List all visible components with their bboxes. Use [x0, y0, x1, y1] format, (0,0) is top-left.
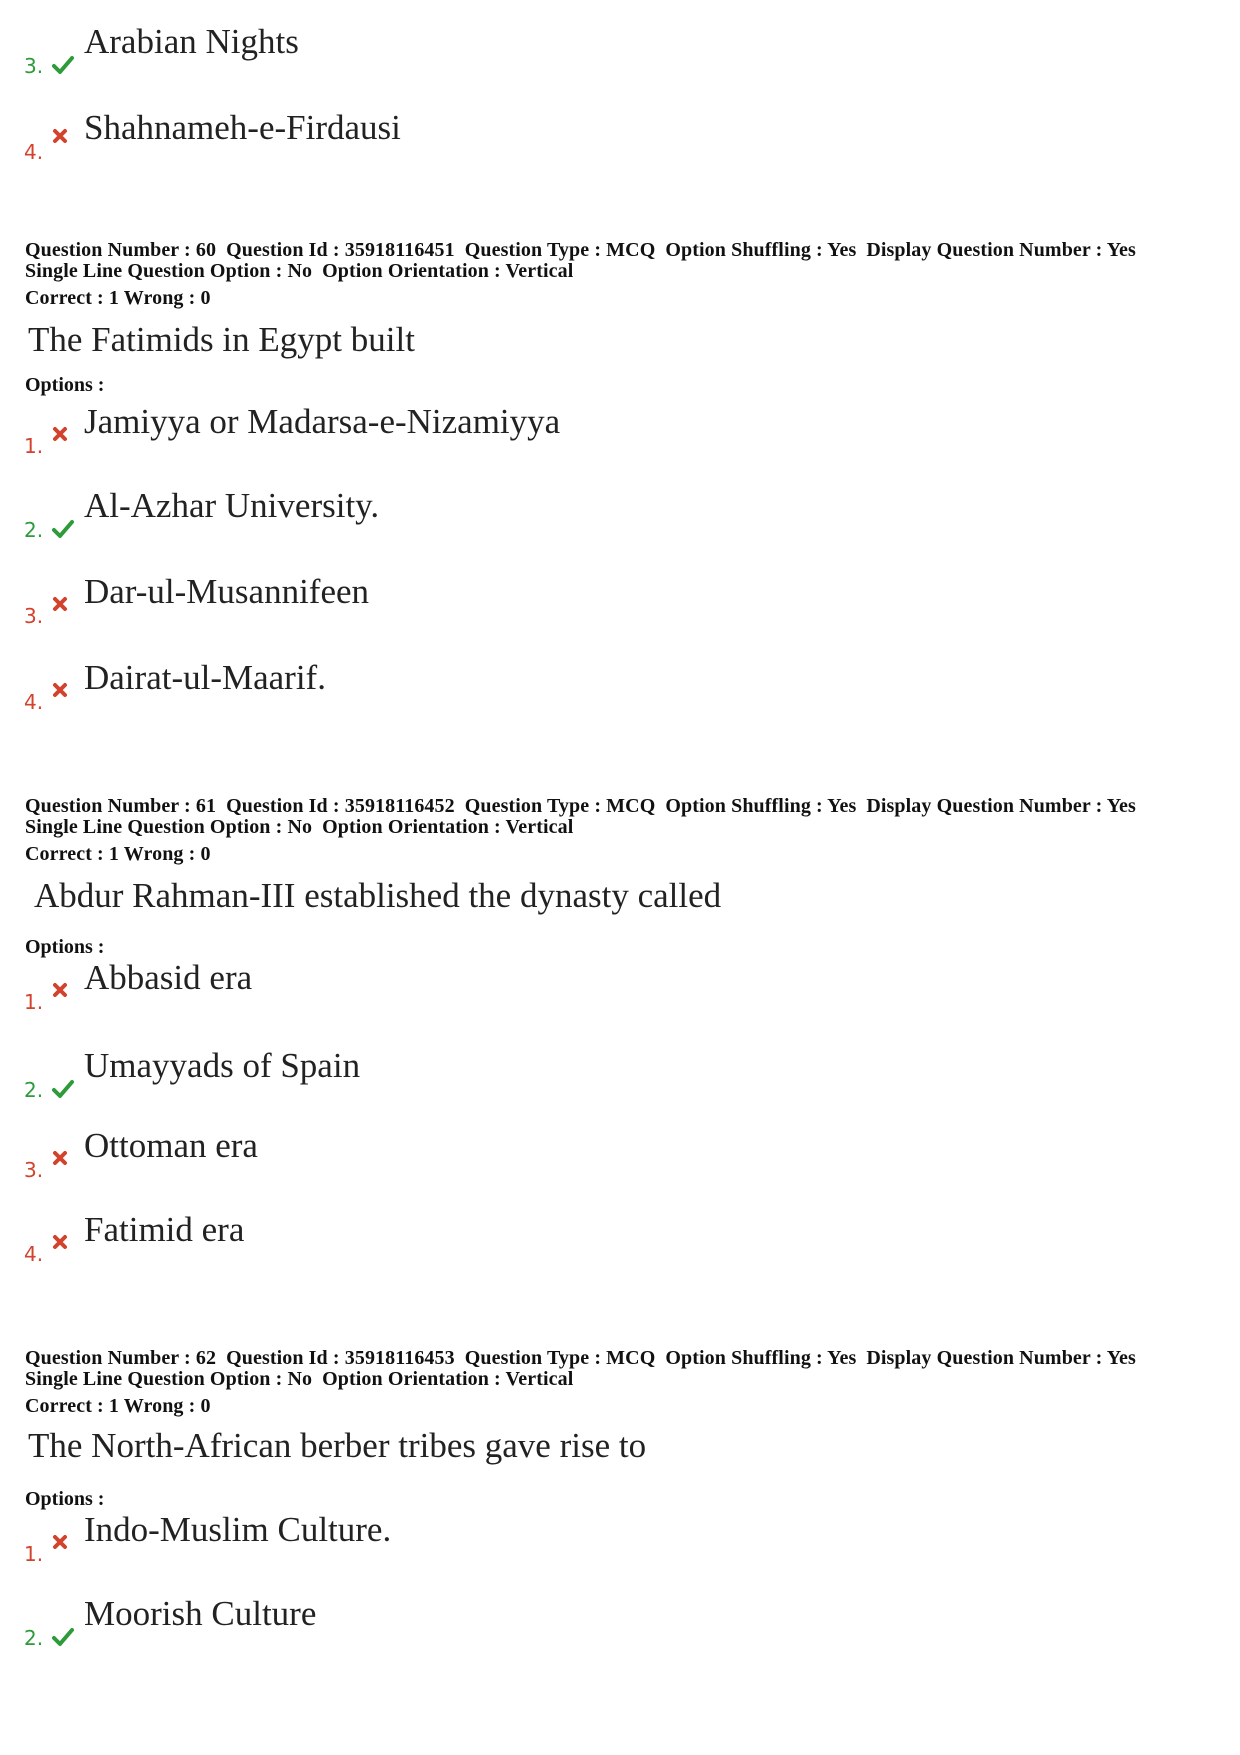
question-meta: [25, 1348, 1146, 1417]
question-meta: [25, 796, 1146, 865]
option-text: Ottoman era: [84, 1126, 258, 1165]
question-meta: [25, 240, 1146, 309]
option-row: [0, 108, 1200, 168]
cross-icon: [52, 682, 74, 704]
meta-line-1: Question Number : 61 Question Id : 35918116452 Question Type : MCQ Option Shuffling : Yes Display Question Number : Yes: [25, 795, 1136, 817]
question-text: The North-African berber tribes gave rise to: [28, 1426, 647, 1465]
option-number: 1.: [24, 1542, 44, 1566]
meta-line-2: Single Line Question Option : No Option Orientation : Vertical: [25, 1368, 574, 1390]
option-row: [0, 1594, 1200, 1654]
option-text: Moorish Culture: [84, 1594, 317, 1633]
option-text: Umayyads of Spain: [84, 1046, 361, 1085]
option-row: [0, 958, 1200, 1018]
option-number: 4.: [24, 140, 44, 164]
option-text: Fatimid era: [84, 1210, 245, 1249]
option-row: [0, 658, 1200, 718]
meta-line-2: Single Line Question Option : No Option Orientation : Vertical: [25, 260, 574, 282]
marks-line: Correct : 1 Wrong : 0: [25, 1395, 211, 1417]
check-icon: [52, 1078, 74, 1100]
options-label: Options :: [25, 936, 105, 958]
option-number: 4.: [24, 690, 44, 714]
option-number: 3.: [24, 1158, 44, 1182]
option-row: [0, 572, 1200, 632]
option-row: [0, 486, 1200, 546]
option-text: Abbasid era: [84, 958, 253, 997]
cross-icon: [52, 128, 74, 150]
option-number: 1.: [24, 434, 44, 458]
option-row: [0, 1046, 1200, 1106]
cross-icon: [52, 1234, 74, 1256]
option-number: 4.: [24, 1242, 44, 1266]
cross-icon: [52, 982, 74, 1004]
option-text: Shahnameh-e-Firdausi: [84, 108, 401, 147]
option-row: [0, 402, 1200, 462]
option-number: 1.: [24, 990, 44, 1014]
options-label: Options :: [25, 1488, 105, 1510]
option-number: 2.: [24, 1626, 44, 1650]
option-text: Dairat-ul-Maarif.: [84, 658, 326, 697]
cross-icon: [52, 1534, 74, 1556]
cross-icon: [52, 426, 74, 448]
check-icon: [52, 54, 74, 76]
meta-line-1: Question Number : 60 Question Id : 35918116451 Question Type : MCQ Option Shuffling : Yes Display Question Number : Yes: [25, 239, 1136, 261]
option-row: [0, 1510, 1200, 1570]
options-label: Options :: [25, 374, 105, 396]
meta-line-2: Single Line Question Option : No Option Orientation : Vertical: [25, 816, 574, 838]
question-text: The Fatimids in Egypt built: [28, 320, 415, 359]
option-row: [0, 22, 1200, 82]
check-icon: [52, 1626, 74, 1648]
option-number: 2.: [24, 1078, 44, 1102]
option-row: [0, 1126, 1200, 1186]
marks-line: Correct : 1 Wrong : 0: [25, 287, 211, 309]
marks-line: Correct : 1 Wrong : 0: [25, 843, 211, 865]
option-text: Jamiyya or Madarsa-e-Nizamiyya: [84, 402, 561, 441]
option-number: 2.: [24, 518, 44, 542]
option-row: [0, 1210, 1200, 1270]
option-number: 3.: [24, 604, 44, 628]
cross-icon: [52, 596, 74, 618]
option-text: Dar-ul-Musannifeen: [84, 572, 370, 611]
option-number: 3.: [24, 54, 44, 78]
meta-line-1: Question Number : 62 Question Id : 35918116453 Question Type : MCQ Option Shuffling : Yes Display Question Number : Yes: [25, 1347, 1136, 1369]
option-text: Arabian Nights: [84, 22, 299, 61]
cross-icon: [52, 1150, 74, 1172]
question-text: Abdur Rahman-III established the dynasty called: [34, 876, 722, 915]
check-icon: [52, 518, 74, 540]
option-text: Indo-Muslim Culture.: [84, 1510, 392, 1549]
option-text: Al-Azhar University.: [84, 486, 380, 525]
